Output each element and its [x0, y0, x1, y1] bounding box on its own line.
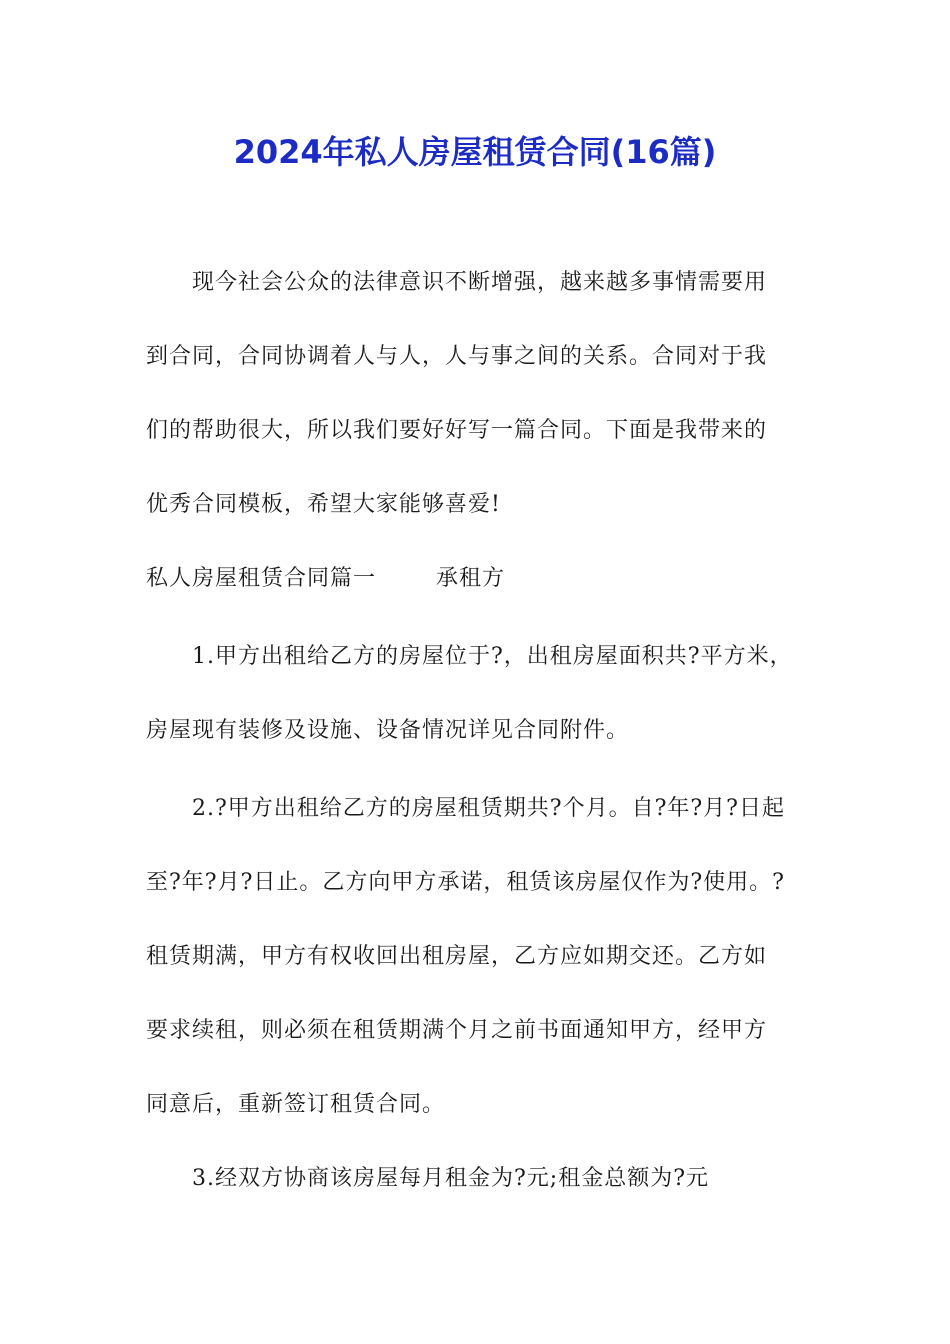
clause-3 — [146, 1142, 808, 1216]
section-title: 私人房屋租赁合同篇一 — [146, 566, 377, 591]
intro-paragraph — [146, 246, 808, 542]
intro-line: 优秀合同模板，希望大家能够喜爱! — [146, 492, 501, 517]
intro-line: 们的帮助很大，所以我们要好好写一篇合同。下面是我带来的 — [146, 418, 768, 443]
clause-2 — [146, 772, 808, 1142]
clause-1 — [146, 620, 808, 768]
clause-line: 3.经双方协商该房屋每月租金为?元;租金总额为?元 — [192, 1166, 709, 1191]
clause-line: 房屋现有装修及设施、设备情况详见合同附件。 — [146, 718, 630, 743]
clause-line: 同意后，重新签订租赁合同。 — [146, 1092, 446, 1117]
section-heading-line — [146, 542, 808, 616]
section-subtitle: 承租方 — [436, 566, 506, 591]
clause-line: 2.?甲方出租给乙方的房屋租赁期共?个月。自?年?月?日起 — [192, 796, 785, 821]
intro-line: 到合同，合同协调着人与人，人与事之间的关系。合同对于我 — [146, 344, 768, 369]
intro-line: 现今社会公众的法律意识不断增强，越来越多事情需要用 — [192, 270, 768, 295]
clause-line: 租赁期满，甲方有权收回出租房屋，乙方应如期交还。乙方如 — [146, 944, 768, 969]
document-title: 2024年私人房屋租赁合同(16篇) — [233, 133, 717, 171]
clause-line: 至?年?月?日止。乙方向甲方承诺，租赁该房屋仅作为?使用。? — [146, 870, 785, 895]
clause-line: 1.甲方出租给乙方的房屋位于?，出租房屋面积共?平方米， — [192, 644, 793, 669]
section-heading — [146, 542, 808, 616]
clause-line: 要求续租，则必须在租赁期满个月之前书面通知甲方，经甲方 — [146, 1018, 768, 1043]
